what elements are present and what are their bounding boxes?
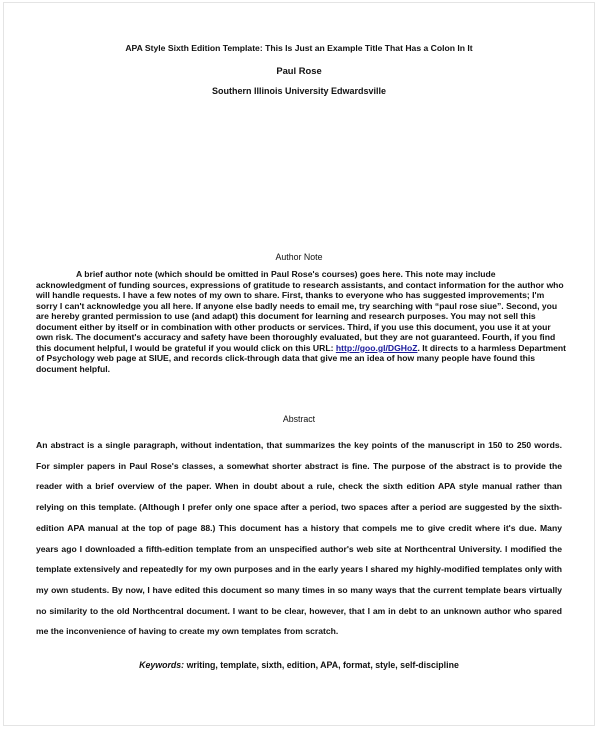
abstract-body: An abstract is a single paragraph, without indentation, that summarizes the key points of the manuscript in 150 to 250 words. For simpler papers in Paul Rose's classes, a somewhat shorter abstract is fine. The purpose of the abstract is to provide the reader with a brief overview of the paper. When in doubt about a rule, check the sixth edition APA style manual rather than relying on this template. (Although I prefer only one space after a period, two spaces after a period are suggested by the sixth-edition APA manual at the top of page 88.) This document has a history that compels me to give credit where it's due. Many years ago I downloaded a fifth-edition template from an unspecified author's web site at Northcentral University. I modified the template extensively and repeatedly for my own purposes and in the early years I shared my highly-modified templates only with my own students. By now, I have edited this document so many times in so many ways that the current template bears virtually no similarity to the old Northcentral document. I want to be clear, however, that I am in debt to an unknown author who spared me the inconvenience of having to create my own templates from scratch. bbox=[36, 440, 562, 637]
paper-title: APA Style Sixth Edition Template: This Is Just an Example Title That Has a Colon In It bbox=[125, 43, 473, 53]
document-page bbox=[3, 2, 595, 726]
institution-name: Southern Illinois University Edwardsville bbox=[211, 86, 387, 96]
author-name: Paul Rose bbox=[276, 65, 322, 76]
author-note-text: A brief author note (which should be omitted in Paul Rose's courses) goes here. This note may include acknowledgment of funding sources, expressions of gratitude to research assistants, and contact information for the author who will handle requests. I have a few notes of my own to share. First, thanks to everyone who has suggested improvements; I'm sorry I can't acknowledge you all here. If anyone else badly needs to email me, try searching with “paul rose siue”. Second, you are hereby granted permission to use (and adapt) this document for learning and research purposes. You may not sell this document either by itself or in combination with other products or services. Third, if you use this document, you use it at your own risk. The document's accuracy and safety have been thoroughly evaluated, but they are not guaranteed. Fourth, if you find this document helpful, I would be grateful if you would click on this URL: bbox=[36, 269, 564, 353]
author-note-text-end: . It directs to a harmless Department of Psychology web page at SIUE, and records click-through data that give me an idea of how many people have found this document helpful. bbox=[36, 342, 566, 374]
keywords-label: Keywords: bbox=[139, 660, 185, 670]
author-note-body bbox=[36, 269, 566, 374]
abstract-heading: Abstract bbox=[282, 414, 316, 424]
author-note-heading: Author Note bbox=[275, 252, 323, 262]
author-note-link[interactable]: http://goo.gl/DGHoZ bbox=[335, 342, 418, 353]
keywords-text: writing, template, sixth, edition, APA, format, style, self-discipline bbox=[186, 660, 459, 670]
keywords-line bbox=[4, 660, 594, 670]
